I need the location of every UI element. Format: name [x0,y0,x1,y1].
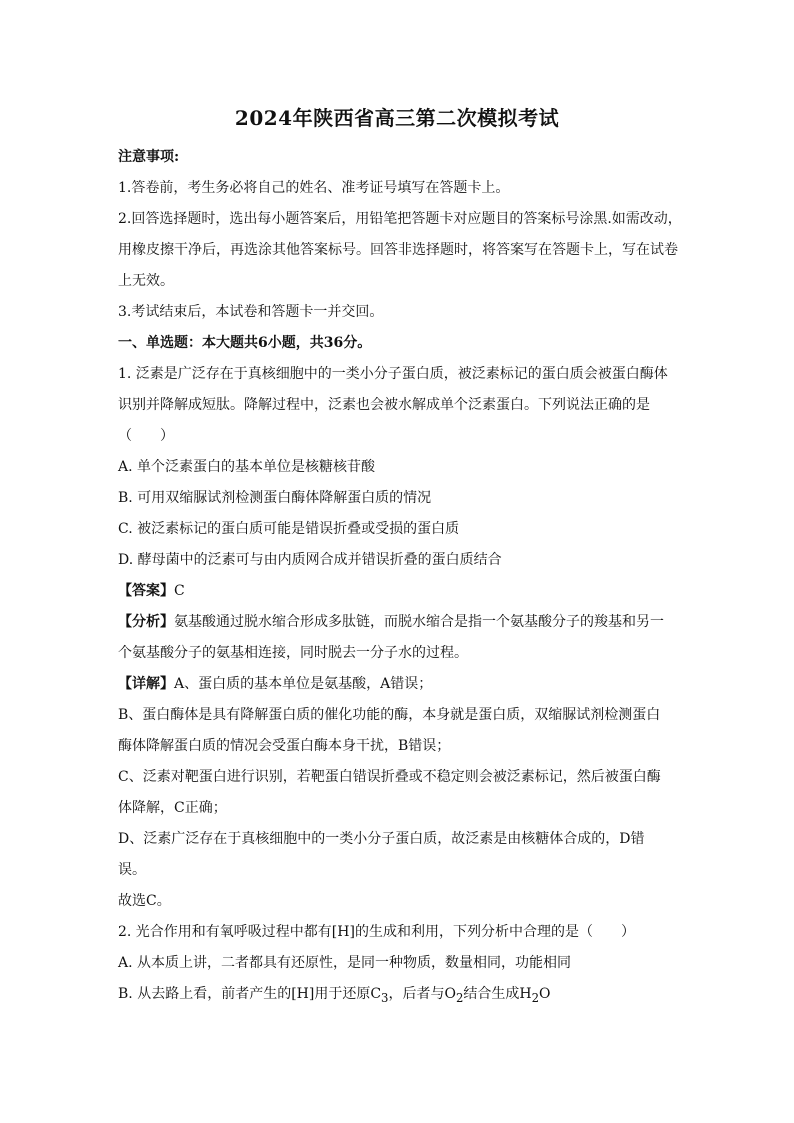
question-1-stem: 1. 泛素是广泛存在于真核细胞中的一类小分子蛋白质，被泛素标记的蛋白质会被蛋白酶体 [118,366,668,382]
subscript: 2 [531,990,540,1005]
section-heading: 一、单选题：本大题共6小题，共36分。 [118,335,372,351]
detail-line: B、蛋白酶体是具有降解蛋白质的催化功能的酶，本身就是蛋白质，双缩脲试剂检测蛋白 [118,707,661,723]
answer-tag: 【答案】 [118,583,174,599]
detail-line: 误。 [118,862,146,878]
document-body [118,142,680,1010]
subscript: 3 [381,990,389,1005]
option-b-text: B. 从去路上看，前者产生的[H]用于还原C [118,986,382,1002]
detail-line: D、泛素广泛存在于真核细胞中的一类小分子蛋白质，故泛素是由核糖体合成的，D错 [118,831,645,847]
detail-line: 酶体降解蛋白质的情况会受蛋白酶本身干扰，B错误； [118,738,451,754]
analysis-line: 个氨基酸分子的氨基相连接，同时脱去一分子水的过程。 [118,645,468,661]
question-1-option-c: C. 被泛素标记的蛋白质可能是错误折叠或受损的蛋白质 [118,521,460,537]
question-1-detail [118,669,680,700]
question-2-option-a: A. 从本质上讲，二者都具有还原性，是同一种物质，数量相同，功能相同 [118,955,572,971]
detail-line: C、泛素对靶蛋白进行识别，若靶蛋白错误折叠或不稳定则会被泛素标记，然后被蛋白酶 [118,769,661,785]
answer-text: C [174,583,185,599]
detail-line: 故选C。 [118,893,171,909]
detail-line: 体降解，C正确； [118,800,227,816]
question-1-stem: 识别并降解成短肽。降解过程中，泛素也会被水解成单个泛素蛋白。下列说法正确的是 [118,397,650,413]
question-1-analysis [118,607,680,638]
option-b-text: ，后者与O [388,986,456,1002]
notice-line: 1.答卷前，考生务必将自己的姓名、准考证号填写在答题卡上。 [118,180,510,196]
notice-line: 用橡皮擦干净后，再选涂其他答案标号。回答非选择题时，将答案写在答题卡上，写在试卷 [118,242,678,258]
option-b-text: O [539,986,551,1002]
analysis-text: 氨基酸通过脱水缩合形成多肽链，而脱水缩合是指一个氨基酸分子的羧基和另一 [174,614,664,630]
notice-line: 上无效。 [118,273,174,289]
question-2-stem: 2. 光合作用和有氧呼吸过程中都有[H]的生成和利用，下列分析中合理的是（ ） [118,924,635,940]
notice-line: 3.考试结束后，本试卷和答题卡一并交回。 [118,304,384,320]
detail-text: A、蛋白质的基本单位是氨基酸，A错误； [174,676,433,692]
question-1-option-b: B. 可用双缩脲试剂检测蛋白酶体降解蛋白质的情况 [118,490,432,506]
notice-heading: 注意事项: [118,149,180,165]
option-b-text: 结合生成H [463,986,532,1002]
detail-tag: 【详解】 [118,676,174,692]
analysis-tag: 【分析】 [118,614,174,630]
question-1-answer [118,576,680,607]
question-1-option-a: A. 单个泛素蛋白的基本单位是核糖核苷酸 [118,459,376,475]
question-1-option-d: D. 酵母菌中的泛素可与由内质网合成并错误折叠的蛋白质结合 [118,552,502,568]
question-2-option-b [118,979,680,1010]
page-title: 2024年陕西省高三第二次模拟考试 [234,106,560,130]
subscript: 2 [455,990,464,1005]
notice-line: 2.回答选择题时，选出每小题答案后，用铅笔把答题卡对应题目的答案标号涂黑.如需改动， [118,211,682,227]
question-1-stem: （ ） [118,428,174,444]
